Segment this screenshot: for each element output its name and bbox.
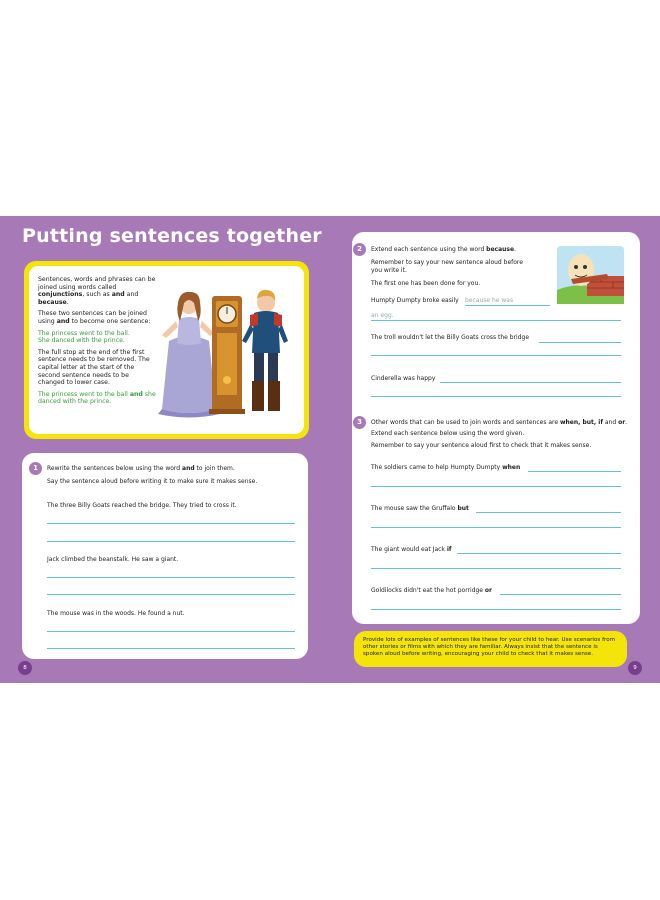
answer-line[interactable] — [47, 594, 295, 595]
instruction-text-run: and — [602, 419, 619, 426]
answer-line[interactable] — [47, 523, 295, 524]
info-bold-word: and — [111, 291, 125, 299]
item-conjunction: when — [502, 464, 521, 471]
parent-tip-note — [354, 631, 627, 667]
answer-line[interactable] — [47, 577, 295, 578]
instruction-text-run: Extend each sentence using the word — [371, 246, 487, 253]
info-paragraph-3: The full stop at the end of the first sentence needs to be removed. The capital letter at the start of the second sentence needs to be changed to lower case. — [38, 348, 150, 387]
info-bold-word: because — [38, 298, 67, 306]
exercise-3-instruction-2: Extend each sentence below using the word given. — [371, 430, 525, 437]
info-box-inner — [29, 266, 304, 434]
instruction-text-run: . — [625, 419, 628, 426]
exercise-3-number: 3 — [353, 416, 366, 429]
info-paragraph-1 — [38, 276, 156, 306]
instruction-bold-word: or — [618, 419, 626, 426]
exercise-2-instruction-4: The first one has been done for you. — [371, 280, 481, 287]
exercise-2-number: 2 — [353, 243, 366, 256]
page-title: Putting sentences together — [22, 225, 322, 247]
page-number-right: 9 — [628, 661, 642, 675]
answer-line[interactable] — [371, 527, 621, 528]
instruction-bold-word: because — [486, 246, 515, 253]
exercise-3-item-3 — [371, 546, 451, 554]
info-text-run: and — [124, 291, 139, 299]
item-conjunction: but — [457, 505, 469, 512]
exercise-2-instruction-3: you write it. — [371, 267, 407, 274]
item-text: The soldiers came to help Humpty Dumpty — [371, 464, 503, 471]
answer-line[interactable] — [500, 594, 621, 595]
exercise-3-instruction-1 — [371, 419, 627, 427]
exercise-3-instruction-3: Remember to say your sentence aloud first to check that it makes sense. — [371, 442, 592, 449]
answer-line[interactable] — [371, 568, 621, 569]
instruction-bold-word: when, but, if — [559, 419, 603, 426]
info-example-line: The princess went to the ball. — [38, 329, 130, 337]
prince-figure — [242, 290, 288, 411]
answer-line[interactable] — [371, 355, 621, 356]
exercise-1-item-3: The mouse was in the woods. He found a nut. — [47, 610, 185, 617]
exercise-1-item-1: The three Billy Goats reached the bridge. They tried to cross it. — [47, 502, 237, 509]
info-bold-word: conjunctions — [38, 291, 83, 299]
princess-figure — [158, 292, 220, 418]
answer-line[interactable] — [371, 609, 621, 610]
answer-line[interactable] — [457, 553, 621, 554]
exercise-3-item-2 — [371, 505, 469, 513]
answer-line[interactable] — [440, 382, 621, 383]
info-text-run: , such as — [82, 291, 112, 299]
exercise-2-instruction-1 — [371, 246, 516, 254]
instruction-text-run: to join them. — [194, 465, 235, 472]
exercise-2-example-answer-2: an egg. — [371, 312, 394, 319]
info-text-run: to become one sentence: — [69, 317, 151, 325]
exercise-2-example-answer-1: because he was — [465, 297, 514, 304]
grandfather-clock — [209, 296, 245, 414]
answer-line[interactable] — [476, 512, 621, 513]
humpty-dumpty-illustration — [557, 246, 624, 304]
answer-line[interactable] — [465, 305, 550, 306]
instruction-text-run: Rewrite the sentences below using the word — [47, 465, 183, 472]
item-text: The giant would eat Jack — [371, 546, 447, 553]
info-text-run: Sentences, words and phrases can be joined using words called — [38, 276, 156, 291]
answer-line[interactable] — [47, 631, 295, 632]
info-paragraph-2 — [38, 310, 156, 325]
info-text-run: . — [66, 298, 69, 306]
exercise-1-item-2: Jack climbed the beanstalk. He saw a giant. — [47, 556, 179, 563]
answer-line[interactable] — [47, 648, 295, 649]
instruction-text-run: Other words that can be used to join words and sentences are — [371, 419, 560, 426]
exercise-1-number: 1 — [29, 462, 42, 475]
exercise-1-instruction-2: Say the sentence aloud before writing it to make sure it makes sense. — [47, 478, 258, 485]
item-conjunction: or — [484, 587, 493, 594]
exercise-1-instruction-1 — [47, 465, 235, 473]
info-bold-word: and — [129, 390, 143, 398]
answer-line[interactable] — [47, 541, 295, 542]
item-conjunction: if — [446, 546, 452, 553]
exercise-2-item-1: The troll wouldn't let the Billy Goats cross the bridge — [371, 334, 530, 341]
info-text-run: The princess went to the ball — [38, 390, 130, 398]
item-text: The mouse saw the Gruffalo — [371, 505, 458, 512]
info-example-1 — [38, 330, 156, 345]
exercise-2-instruction-2: Remember to say your new sentence aloud before — [371, 259, 523, 266]
answer-line[interactable] — [371, 396, 621, 397]
exercise-3-item-1 — [371, 464, 520, 472]
instruction-text-run: . — [514, 246, 516, 253]
info-box — [24, 261, 309, 439]
answer-line[interactable] — [528, 471, 621, 472]
info-bold-word: and — [56, 317, 70, 325]
info-example-2 — [38, 391, 156, 406]
instruction-bold-word: and — [182, 465, 195, 472]
answer-line[interactable] — [371, 320, 621, 321]
page-number-left: 8 — [18, 661, 32, 675]
exercise-2-example-sentence: Humpty Dumpty broke easily — [371, 297, 459, 304]
item-text: Goldilocks didn't eat the hot porridge — [371, 587, 485, 594]
info-text-run: These two sentences can be joined using — [38, 310, 147, 325]
answer-line[interactable] — [539, 342, 621, 343]
info-text — [38, 276, 156, 410]
answer-line[interactable] — [371, 486, 621, 487]
parent-tip-text: Provide lots of examples of sentences like these for your child to hear. Use scenarios from other stories or films with which they are familiar. Always insist that the sentence is spoken aloud before writing, encouraging your child to check that it makes sense. — [363, 637, 616, 658]
info-example-line: She danced with the prince. — [38, 337, 125, 345]
info-text-run: she danced with the prince. — [38, 390, 156, 406]
exercise-2-item-2: Cinderella was happy — [371, 375, 436, 382]
exercise-3-item-4 — [371, 587, 492, 595]
princess-prince-illustration — [154, 281, 299, 421]
